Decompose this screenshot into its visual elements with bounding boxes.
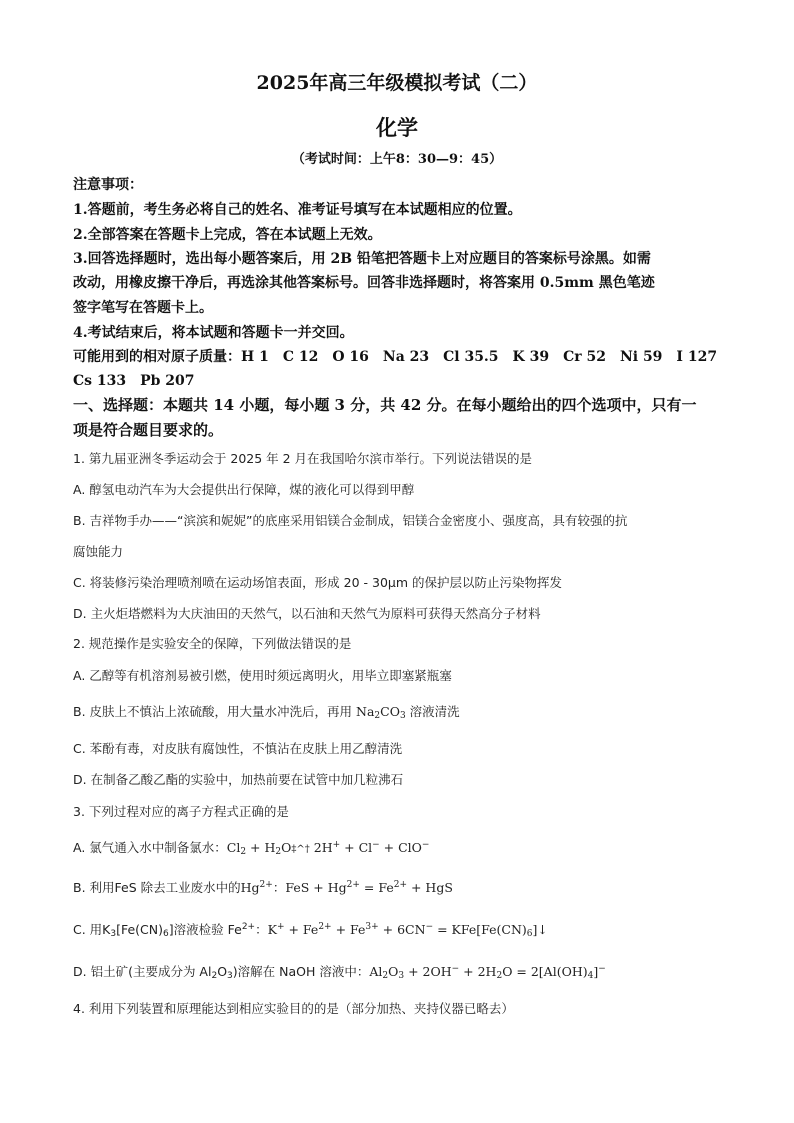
question-2-option-b: [73, 702, 460, 721]
reagent-formula: $_3[Fe(CN)_6]$: [110, 922, 174, 939]
q3-d-mid: )溶解在 NaOH 溶液中：: [232, 964, 370, 979]
exam-title: 2025年高三年级模拟考试（二）: [256, 72, 538, 94]
q3-c-mid: 溶液检验 Fe: [173, 922, 242, 937]
question-2-option-c: C. 苯酚有毒，对皮肤有腐蚀性，不慎沾在皮肤上用乙醇清洗: [73, 741, 403, 756]
question-2-stem: 2. 规范操作是实验安全的保障，下列做法错误的是: [73, 636, 352, 651]
q3-b-text: B. 利用FeS 除去工业废水中的: [73, 880, 241, 895]
q2-b-suffix: 溶液清洗: [405, 704, 460, 719]
q3-c-equation: $K^+ + Fe^{2+} + Fe^{3+} + 6CN^-$ = $KFe[Fe(CN)_6]↓$: [267, 922, 548, 939]
section-heading-line-2: 项是符合题目要求的。: [73, 421, 224, 439]
question-1-option-c: C. 将装修污染治理喷剂喷在运动场馆表面，形成 20 - 30μm 的保护层以防止污染物挥发: [73, 575, 563, 590]
atomic-masses-line-2: Cs 133 Pb 207: [73, 373, 195, 389]
note-3-line-2: 改动，用橡皮擦干净后，再选涂其他答案标号。回答非选择题时，将答案用 0.5mm 黑色笔迹: [73, 275, 655, 291]
question-3-option-a: [73, 838, 429, 857]
question-2-option-a: A. 乙醇等有机溶剂易被引燃，使用时须远离明火，用毕立即塞紧瓶塞: [73, 668, 452, 683]
q2-b-text: B. 皮肤上不慎沾上浓硫酸，用大量水冲洗后，再用: [73, 704, 356, 719]
question-1-option-d: D. 主火炬塔燃料为大庆油田的天然气，以石油和天然气为原料可获得天然高分子材料: [73, 606, 541, 621]
note-2: 2.全部答案在答题卡上完成，答在本试题上无效。: [73, 227, 382, 243]
note-3-line-1: 3.回答选择题时，选出每小题答案后，用 2B 铅笔把答题卡上对应题目的答案标号涂黑。如需: [73, 251, 651, 267]
q3-d-equation: $Al_2O_3 + 2OH^- + 2H_2O = 2[Al(OH)_4]^-$: [369, 964, 606, 981]
question-3-stem: 3. 下列过程对应的离子方程式正确的是: [73, 804, 289, 819]
na2co3-formula: $Na_2CO_3$: [356, 704, 406, 721]
note-3-line-3: 签字笔写在答题卡上。: [73, 300, 213, 316]
q3-c-colon: ：: [255, 922, 268, 937]
question-1-stem: 1. 第九届亚洲冬季运动会于 2025 年 2 月在我国哈尔滨市举行。下列说法错误的是: [73, 451, 533, 466]
notes-heading: 注意事项：: [73, 177, 143, 193]
atomic-masses-line-1: 可能用到的相对原子质量：H 1 C 12 O 16 Na 23 Cl 35.5 K 39 Cr 52 Ni 59 I 127: [73, 349, 718, 365]
q3-b-equation: FeS + $Hg^{2+} = Fe^{2+}$ + HgS: [285, 880, 453, 895]
hg2-ion: $Hg^{2+}$: [240, 880, 273, 895]
q3-c-text: C. 用K: [73, 922, 111, 937]
question-1-option-b-line-1: B. 吉祥物手办——“滨滨和妮妮”的底座采用铝镁合金制成，铝镁合金密度小、强度高，具有较强的抗: [73, 513, 628, 528]
q3-d-text: D. 铝土矿(主要成分为 Al: [73, 964, 212, 979]
question-3-option-b: [73, 878, 453, 896]
exam-time: （考试时间：上午8：30—9：45）: [291, 152, 503, 167]
q3-a-text: A. 氯气通入水中制备氯水：: [73, 840, 227, 855]
note-1: 1.答题前，考生务必将自己的姓名、准考证号填写在本试题相应的位置。: [73, 202, 522, 218]
subject-title: 化学: [376, 115, 418, 140]
question-4-stem: 4. 利用下列装置和原理能达到相应实验目的的是（部分加热、夹持仪器已略去）: [73, 1001, 514, 1016]
question-1-option-a: A. 醇氢电动汽车为大会提供出行保障，煤的液化可以得到甲醇: [73, 482, 415, 497]
question-3-option-d: [73, 962, 606, 981]
question-1-option-b-line-2: 腐蚀能力: [73, 544, 124, 559]
al2o3-subscript: $_2O_3$: [211, 964, 233, 981]
q3-b-colon: ：: [272, 880, 286, 895]
question-2-option-d: D. 在制备乙酸乙酯的实验中，加热前要在试管中加几粒沸石: [73, 772, 404, 787]
section-heading-line-1: 一、选择题：本题共 14 小题，每小题 3 分，共 42 分。在每小题给出的四个选项中，只有一: [73, 396, 697, 414]
q3-a-equation: $Cl_2$ + $H_2O\ddagger\^{}\dagger$ 2H+ + Cl− + ClO−: [226, 840, 430, 857]
question-3-option-c: [73, 920, 548, 939]
note-4: 4.考试结束后，将本试题和答题卡一并交回。: [73, 325, 354, 341]
fe2-charge: 2+: [241, 922, 256, 932]
